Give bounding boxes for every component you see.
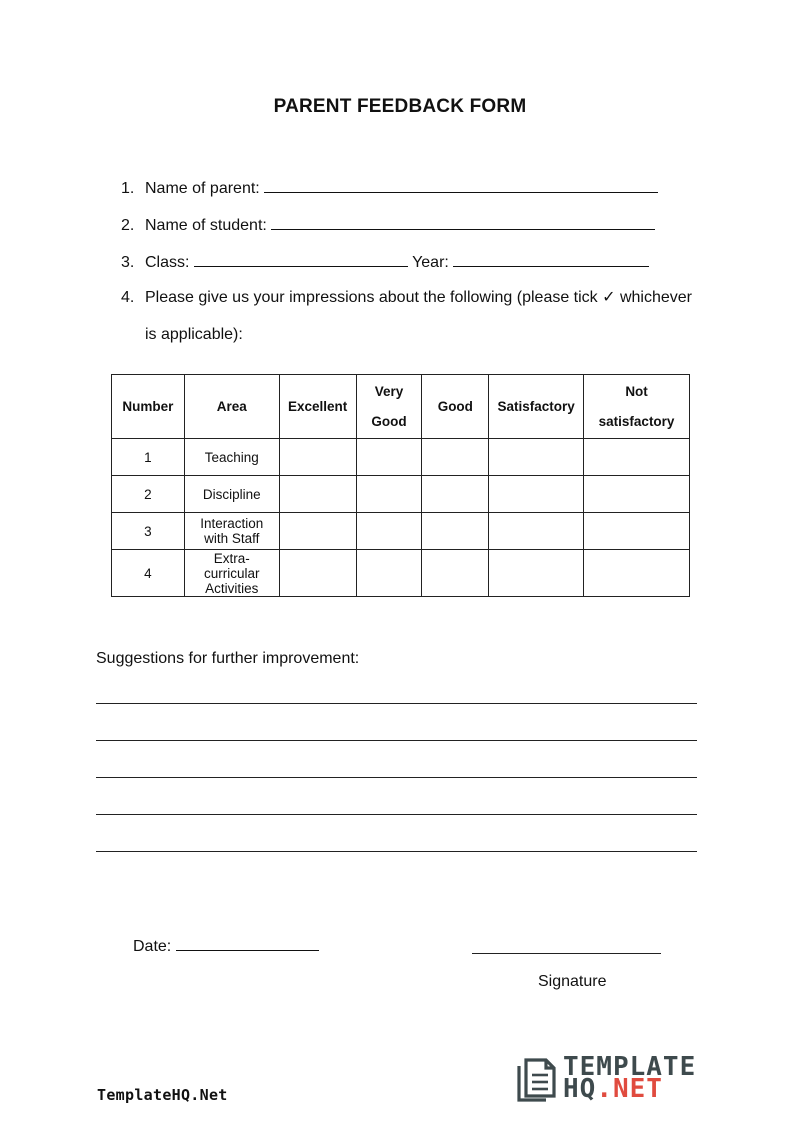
header-satisfactory: Satisfactory (489, 375, 584, 439)
suggestion-line[interactable] (96, 740, 697, 741)
tick-cell-excellent[interactable] (279, 550, 356, 597)
suggestion-line[interactable] (96, 814, 697, 815)
tick-cell-very-good[interactable] (356, 476, 422, 513)
row-area (184, 550, 279, 597)
tick-cell-good[interactable] (422, 439, 489, 476)
row-area: Discipline (184, 476, 279, 513)
question-number: 3. (121, 254, 135, 271)
row-area-line: with Staff (204, 531, 260, 546)
question-impressions-continued: is applicable): (145, 326, 243, 343)
year-field[interactable] (453, 251, 649, 267)
suggestion-line[interactable] (96, 777, 697, 778)
row-area-line: Extra- (213, 550, 250, 566)
tick-cell-excellent[interactable] (279, 513, 356, 550)
row-area-line: Interaction (200, 516, 264, 531)
header-very-good-line2: Good (371, 413, 407, 429)
table-row (112, 439, 690, 476)
year-label: Year: (412, 254, 449, 271)
header-not-satisfactory-line1: Not (625, 383, 648, 399)
tick-cell-not-satisfactory[interactable] (584, 439, 690, 476)
header-number: Number (112, 375, 185, 439)
logo-wordmark (563, 1052, 697, 1104)
tick-cell-very-good[interactable] (356, 439, 422, 476)
row-area (184, 513, 279, 550)
row-number: 3 (112, 513, 185, 550)
class-field[interactable] (194, 251, 408, 267)
logo-line2-net: .NET (596, 1074, 663, 1104)
header-very-good (356, 375, 422, 439)
date-label: Date: (133, 938, 172, 955)
signature-field[interactable] (472, 953, 661, 954)
row-area-line: curricular (204, 565, 260, 581)
question-parent-name (121, 177, 658, 199)
question-class-year (121, 251, 649, 273)
tick-cell-excellent[interactable] (279, 439, 356, 476)
tick-cell-good[interactable] (422, 513, 489, 550)
suggestion-line[interactable] (96, 703, 697, 704)
tick-cell-very-good[interactable] (356, 550, 422, 597)
logo-line1: TEMPLATE (563, 1052, 697, 1082)
document-icon (516, 1058, 556, 1102)
table-row (112, 476, 690, 513)
question-label: Class: (145, 254, 190, 271)
question-label: Name of parent: (145, 180, 260, 197)
header-good: Good (422, 375, 489, 439)
tick-cell-good[interactable] (422, 550, 489, 597)
tick-cell-satisfactory[interactable] (489, 439, 584, 476)
question-student-name (121, 214, 655, 236)
question-label: Please give us your impressions about the following (please tick ✓ whichever (145, 289, 693, 306)
tick-cell-satisfactory[interactable] (489, 550, 584, 597)
tick-cell-very-good[interactable] (356, 513, 422, 550)
student-name-field[interactable] (271, 214, 655, 230)
form-title: PARENT FEEDBACK FORM (273, 96, 527, 117)
tick-cell-satisfactory[interactable] (489, 513, 584, 550)
signature-label: Signature (538, 973, 607, 990)
row-area: Teaching (184, 439, 279, 476)
row-number: 2 (112, 476, 185, 513)
date-field[interactable] (176, 935, 319, 951)
tick-cell-not-satisfactory[interactable] (584, 476, 690, 513)
suggestion-line[interactable] (96, 851, 697, 852)
question-number: 2. (121, 217, 135, 234)
date-row (133, 935, 319, 956)
tick-cell-satisfactory[interactable] (489, 476, 584, 513)
tick-cell-good[interactable] (422, 476, 489, 513)
suggestions-label: Suggestions for further improvement: (96, 650, 360, 667)
logo-line2-hq: HQ (563, 1074, 597, 1104)
footer-site-name: TemplateHQ.Net (97, 1086, 228, 1104)
table-row (112, 550, 690, 597)
header-area: Area (184, 375, 279, 439)
question-number: 4. (121, 289, 135, 306)
tick-cell-not-satisfactory[interactable] (584, 550, 690, 597)
table-row (112, 513, 690, 550)
row-number: 1 (112, 439, 185, 476)
parent-name-field[interactable] (264, 177, 658, 193)
table-header-row (112, 375, 690, 439)
header-not-satisfactory (584, 375, 690, 439)
header-excellent: Excellent (279, 375, 356, 439)
rating-table (111, 374, 690, 597)
header-not-satisfactory-line2: satisfactory (598, 413, 675, 429)
tick-cell-excellent[interactable] (279, 476, 356, 513)
question-impressions (121, 288, 692, 308)
question-label: Name of student: (145, 217, 267, 234)
question-number: 1. (121, 180, 135, 197)
tick-cell-not-satisfactory[interactable] (584, 513, 690, 550)
row-number: 4 (112, 550, 185, 597)
header-very-good-line1: Very (374, 383, 404, 399)
row-area-line: Activities (205, 580, 259, 596)
templatehq-logo (516, 1052, 706, 1104)
